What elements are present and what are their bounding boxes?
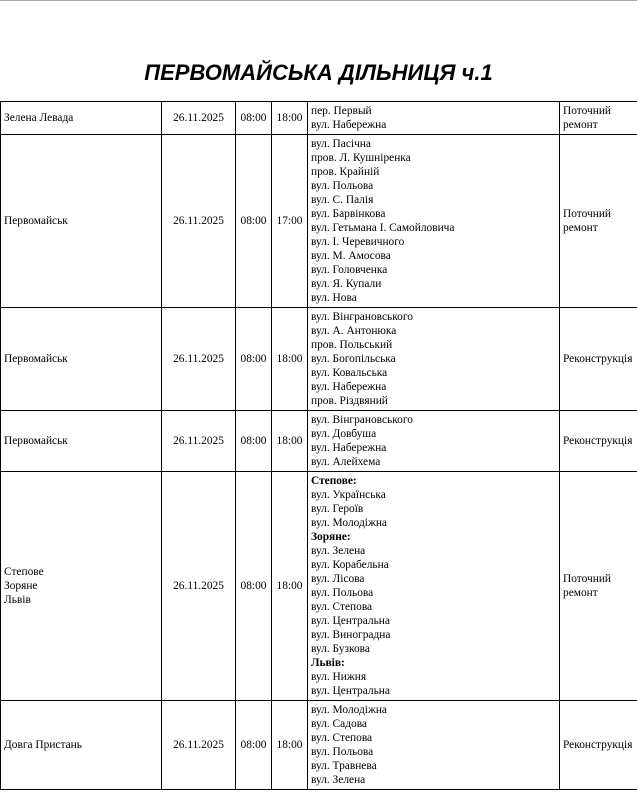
street-name: пров. Крайній <box>311 166 380 178</box>
street-name: вул. Набережна <box>311 381 387 393</box>
street-name: вул. Садова <box>311 718 367 730</box>
settlement-cell <box>1 472 162 701</box>
street-name: вул. Бузкова <box>311 643 370 655</box>
streets-cell <box>308 411 560 472</box>
street-name: пров. Л. Кушніренка <box>311 152 411 164</box>
settlement-cell <box>1 308 162 411</box>
street-name: вул. Степова <box>311 601 373 613</box>
table-row <box>1 308 637 411</box>
street-name: вул. Українська <box>311 489 386 501</box>
street-name: вул. Виноградна <box>311 629 391 641</box>
street-name: вул. Травнева <box>311 760 377 772</box>
settlement-group-heading: Львів: <box>311 657 345 669</box>
settlement-name: Львів <box>4 594 31 606</box>
work-type-cell <box>560 701 637 790</box>
settlement-group-heading: Зоряне: <box>311 531 351 543</box>
end-time-cell: 18:00 <box>272 308 308 411</box>
page-title: ПЕРВОМАЙСЬКА ДІЛЬНИЦЯ ч.1 <box>144 60 493 85</box>
settlement-name: Первомайськ <box>4 215 68 227</box>
work-type-label: ремонт <box>563 119 598 131</box>
street-name: вул. І. Черевичного <box>311 236 405 248</box>
work-type-cell <box>560 472 637 701</box>
outage-schedule-table <box>0 101 637 790</box>
settlement-cell <box>1 102 162 135</box>
work-type-cell <box>560 308 637 411</box>
street-name: вул. Барвінкова <box>311 208 386 220</box>
street-name: вул. Вінграновського <box>311 414 413 426</box>
table-row <box>1 135 637 308</box>
settlement-cell <box>1 701 162 790</box>
street-name: вул. Центральна <box>311 615 390 627</box>
start-time-cell: 08:00 <box>236 102 272 135</box>
work-type-label: Реконструкція <box>563 353 633 365</box>
start-time-cell: 08:00 <box>236 308 272 411</box>
street-name: вул. Богопільська <box>311 353 396 365</box>
work-type-cell <box>560 411 637 472</box>
date-cell: 26.11.2025 <box>162 102 236 135</box>
table-row <box>1 411 637 472</box>
start-time-cell: 08:00 <box>236 472 272 701</box>
streets-cell <box>308 135 560 308</box>
street-name: вул. Степова <box>311 732 373 744</box>
settlement-cell <box>1 411 162 472</box>
street-name: вул. Ковальська <box>311 367 388 379</box>
streets-cell <box>308 701 560 790</box>
start-time-cell: 08:00 <box>236 135 272 308</box>
work-type-label: Поточний <box>563 105 612 117</box>
street-name: вул. Я. Купали <box>311 278 382 290</box>
street-name: вул. Польова <box>311 587 374 599</box>
street-name: вул. Гетьмана І. Самойловича <box>311 222 455 234</box>
street-name: вул. Пасічна <box>311 138 371 150</box>
street-name: вул. Молодіжна <box>311 517 387 529</box>
page-top-rule <box>0 0 637 1</box>
street-name: вул. Набережна <box>311 442 387 454</box>
work-type-label: Реконструкція <box>563 739 633 751</box>
end-time-cell: 18:00 <box>272 472 308 701</box>
streets-cell <box>308 308 560 411</box>
street-name: вул. А. Антонюка <box>311 325 397 337</box>
street-name: вул. Зелена <box>311 545 366 557</box>
settlement-name: Зелена Левада <box>4 112 74 124</box>
street-name: вул. Лісова <box>311 573 365 585</box>
date-cell: 26.11.2025 <box>162 308 236 411</box>
work-type-label: Поточний <box>563 208 612 220</box>
work-type-label: ремонт <box>563 587 598 599</box>
work-type-label: ремонт <box>563 222 598 234</box>
settlement-name: Довга Пристань <box>4 739 82 751</box>
table-row <box>1 102 637 135</box>
work-type-cell <box>560 135 637 308</box>
settlement-name: Зоряне <box>4 580 38 592</box>
outage-schedule-body <box>1 102 637 790</box>
street-name: вул. М. Амосова <box>311 250 391 262</box>
date-cell: 26.11.2025 <box>162 472 236 701</box>
street-name: пров. Польський <box>311 339 393 351</box>
start-time-cell: 08:00 <box>236 701 272 790</box>
streets-cell <box>308 102 560 135</box>
end-time-cell: 18:00 <box>272 411 308 472</box>
end-time-cell: 18:00 <box>272 102 308 135</box>
start-time-cell: 08:00 <box>236 411 272 472</box>
street-name: вул. Нижня <box>311 671 367 683</box>
street-name: вул. Алейхема <box>311 456 381 468</box>
street-name: вул. С. Палія <box>311 194 374 206</box>
date-cell: 26.11.2025 <box>162 701 236 790</box>
street-name: вул. Набережна <box>311 119 387 131</box>
settlement-name: Степове <box>4 566 44 578</box>
street-name: вул. Героїв <box>311 503 364 515</box>
streets-cell <box>308 472 560 701</box>
work-type-label: Реконструкція <box>563 435 633 447</box>
settlement-name: Первомайськ <box>4 435 68 447</box>
street-name: пер. Первый <box>311 105 372 117</box>
street-name: пров. Різдвяний <box>311 395 388 407</box>
street-name: вул. Корабельна <box>311 559 389 571</box>
street-name: вул. Нова <box>311 292 357 304</box>
street-name: вул. Центральна <box>311 685 390 697</box>
end-time-cell: 18:00 <box>272 701 308 790</box>
table-row <box>1 701 637 790</box>
street-name: вул. Польова <box>311 746 374 758</box>
schedule-table-viewport <box>0 101 637 810</box>
end-time-cell: 17:00 <box>272 135 308 308</box>
date-cell: 26.11.2025 <box>162 135 236 308</box>
street-name: вул. Молодіжна <box>311 704 387 716</box>
street-name: вул. Головченка <box>311 264 388 276</box>
street-name: вул. Польова <box>311 180 374 192</box>
street-name: вул. Зелена <box>311 774 366 786</box>
street-name: вул. Довбуша <box>311 428 377 440</box>
street-name: вул. Вінграновського <box>311 311 413 323</box>
work-type-cell <box>560 102 637 135</box>
work-type-label: Поточний <box>563 573 612 585</box>
settlement-cell <box>1 135 162 308</box>
settlement-name: Первомайськ <box>4 353 68 365</box>
table-row <box>1 472 637 701</box>
settlement-group-heading: Степове: <box>311 475 357 487</box>
date-cell: 26.11.2025 <box>162 411 236 472</box>
